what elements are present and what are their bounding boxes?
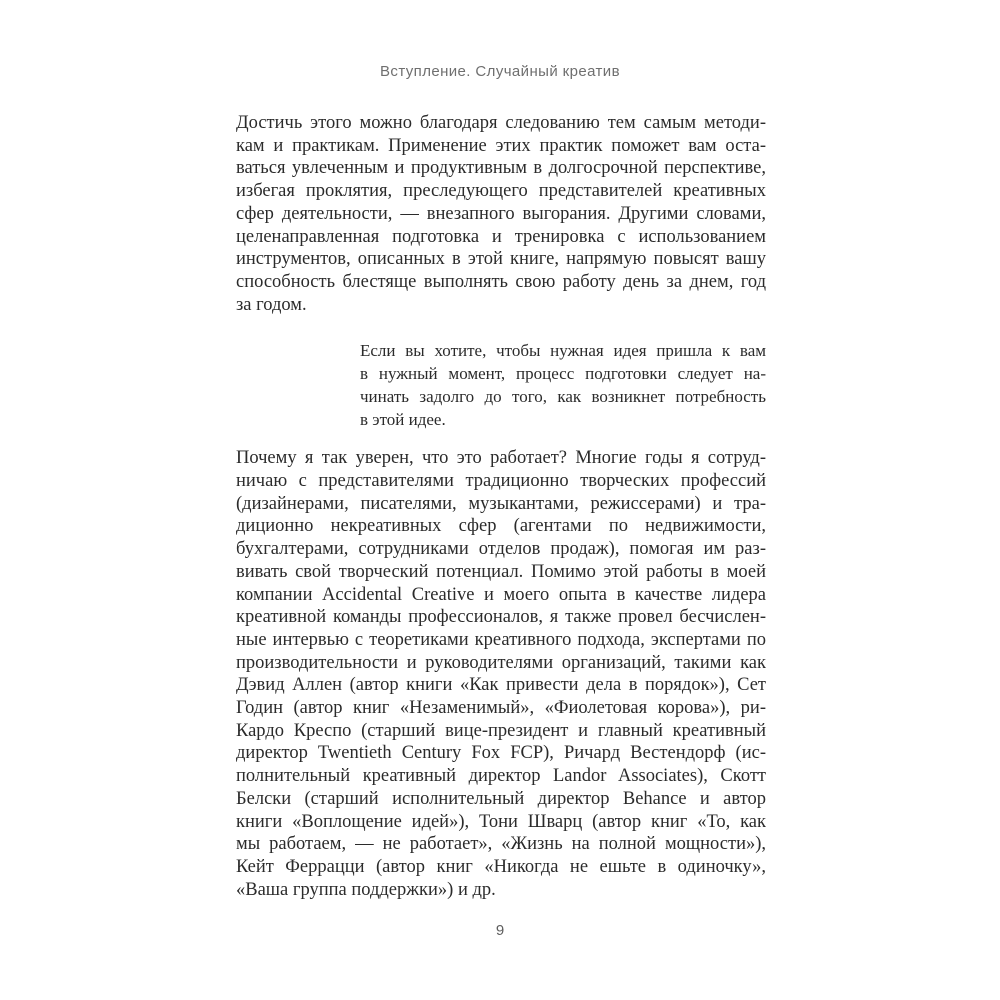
paragraph-why-it-works bbox=[236, 447, 766, 901]
text-line: бухгалтерами, сотрудниками отделов продаж), помогая им раз- bbox=[236, 539, 766, 560]
text-line: производительности и руководителями организаций, такими как bbox=[236, 652, 766, 673]
running-head: Вступление. Случайный креатив bbox=[380, 63, 620, 80]
text-line: сфер деятельности, — внезапного выгорания. Другими словами, bbox=[236, 203, 766, 224]
text-line: Белски (старший исполнительный директор Behance и автор bbox=[236, 788, 766, 809]
text-line: Достичь этого можно благодаря следованию тем самым методи- bbox=[236, 113, 766, 133]
text-line: Дэвид Аллен (автор книги «Как привести дела в порядок»), Сет bbox=[236, 675, 766, 696]
text-line: Кейт Феррацци (автор книг «Никогда не ешьте в одиночку», bbox=[236, 856, 766, 877]
text-line: компании Accidental Creative и моего опыта в качестве лидера bbox=[236, 584, 766, 605]
text-line: ничаю с представителями традиционно творческих профессий bbox=[236, 471, 766, 492]
text-line: креативной команды профессионалов, я также провел бесчислен- bbox=[236, 607, 766, 628]
page-number: 9 bbox=[495, 922, 505, 939]
text-line: в этой идее. bbox=[360, 410, 446, 430]
text-line: целенаправленная подготовка и тренировка с использованием bbox=[236, 226, 766, 247]
text-line: инструментов, описанных в этой книге, напрямую повысят вашу bbox=[236, 249, 766, 270]
text-line: кам и практикам. Применение этих практик поможет вам оста- bbox=[236, 135, 766, 156]
text-line: вивать свой творческий потенциал. Помимо этой работы в моей bbox=[236, 561, 766, 582]
text-line: полнительный креативный директор Landor Associates), Скотт bbox=[236, 766, 766, 787]
text-line: Если вы хотите, чтобы нужная идея пришла к вам bbox=[360, 341, 766, 361]
text-line: в нужный момент, процесс подготовки следует на- bbox=[360, 364, 766, 384]
text-line: избегая проклятия, преследующего представителей креативных bbox=[236, 181, 766, 202]
text-line: Кардо Креспо (старший вице-президент и главный креативный bbox=[236, 720, 766, 741]
text-line: Годин (автор книг «Незаменимый», «Фиолетовая корова»), ри- bbox=[236, 698, 766, 719]
page-content bbox=[236, 112, 766, 901]
block-quote bbox=[360, 339, 766, 431]
text-line: способность блестяще выполнять свою работу день за днем, год bbox=[236, 271, 766, 292]
text-line: ваться увлеченным и продуктивным в долгосрочной перспективе, bbox=[236, 158, 766, 179]
text-line: диционно некреативных сфер (агентами по недвижимости, bbox=[236, 516, 766, 537]
text-line: за годом. bbox=[236, 294, 307, 315]
text-line: «Ваша группа поддержки») и др. bbox=[236, 879, 496, 900]
paragraph-intro bbox=[236, 112, 766, 316]
text-line: мы работаем, — не работает», «Жизнь на полной мощности»), bbox=[236, 834, 766, 855]
text-line: (дизайнерами, писателями, музыкантами, режиссерами) и тра- bbox=[236, 493, 766, 514]
text-line: ные интервью с теоретиками креативного подхода, экспертами по bbox=[236, 629, 766, 650]
text-line: книги «Воплощение идей»), Тони Шварц (автор книг «То, как bbox=[236, 811, 766, 832]
text-line: директор Twentieth Century Fox FCP), Ричард Вестендорф (ис- bbox=[236, 743, 766, 764]
text-line: Почему я так уверен, что это работает? Многие годы я сотруд- bbox=[236, 448, 766, 469]
text-line: чинать задолго до того, как возникнет потребность bbox=[360, 387, 766, 407]
